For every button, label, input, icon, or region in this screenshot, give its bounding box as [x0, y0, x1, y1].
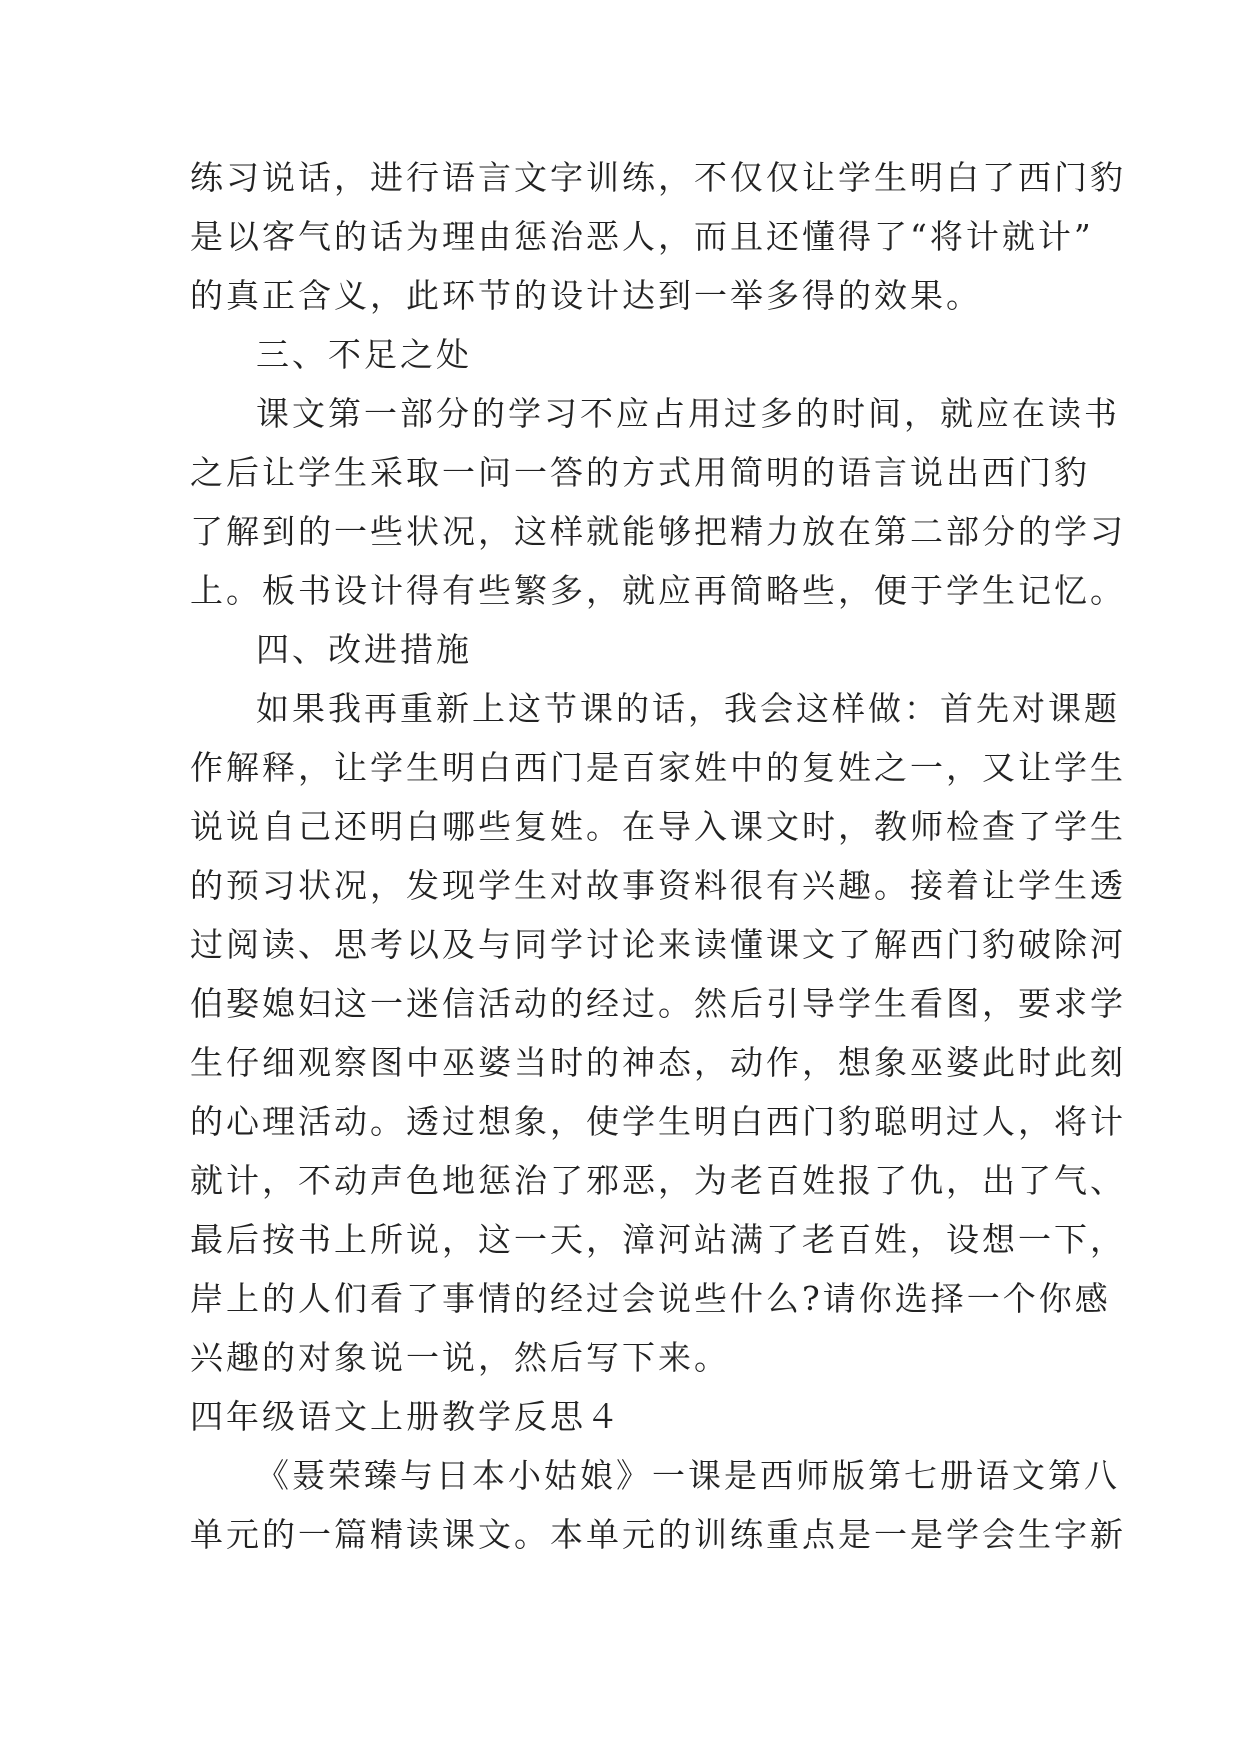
body-line: 岸上的人们看了事情的经过会说些什么?请你选择一个你感	[190, 1279, 1111, 1318]
body-line: 伯娶媳妇这一迷信活动的经过。然后引导学生看图，要求学	[190, 984, 1126, 1023]
body-line: 过阅读、思考以及与同学讨论来读懂课文了解西门豹破除河	[190, 925, 1126, 964]
body-line: 说说自己还明白哪些复姓。在导入课文时，教师检查了学生	[190, 807, 1126, 846]
body-line: 单元的一篇精读课文。本单元的训练重点是一是学会生字新	[190, 1515, 1126, 1554]
body-line: 就计，不动声色地惩治了邪恶，为老百姓报了仇，出了气、	[190, 1161, 1126, 1200]
section-heading: 三、不足之处	[256, 335, 472, 374]
body-line: 是以客气的话为理由惩治恶人，而且还懂得了“将计就计”	[190, 217, 1094, 256]
body-line: 了解到的一些状况，这样就能够把精力放在第二部分的学习	[190, 512, 1126, 551]
body-line: 之后让学生采取一问一答的方式用简明的语言说出西门豹	[190, 453, 1090, 492]
body-line: 《聂荣臻与日本小姑娘》一课是西师版第七册语文第八	[256, 1456, 1120, 1495]
body-line: 最后按书上所说，这一天，漳河站满了老百姓，设想一下，	[190, 1220, 1126, 1259]
body-line: 生仔细观察图中巫婆当时的神态，动作，想象巫婆此时此刻	[190, 1043, 1126, 1082]
body-line: 如果我再重新上这节课的话，我会这样做：首先对课题	[256, 689, 1120, 728]
body-line: 的心理活动。透过想象，使学生明白西门豹聪明过人，将计	[190, 1102, 1126, 1141]
body-line: 作解释，让学生明白西门是百家姓中的复姓之一，又让学生	[190, 748, 1126, 787]
section-heading: 四、改进措施	[256, 630, 472, 669]
article-title: 四年级语文上册教学反思４	[190, 1397, 622, 1436]
body-line: 上。板书设计得有些繁多，就应再简略些，便于学生记忆。	[190, 571, 1126, 610]
body-line: 练习说话，进行语言文字训练，不仅仅让学生明白了西门豹	[190, 158, 1126, 197]
body-line: 课文第一部分的学习不应占用过多的时间，就应在读书	[256, 394, 1120, 433]
body-line: 兴趣的对象说一说，然后写下来。	[190, 1338, 730, 1377]
body-line: 的预习状况，发现学生对故事资料很有兴趣。接着让学生透	[190, 866, 1126, 905]
body-line: 的真正含义，此环节的设计达到一举多得的效果。	[190, 276, 982, 315]
